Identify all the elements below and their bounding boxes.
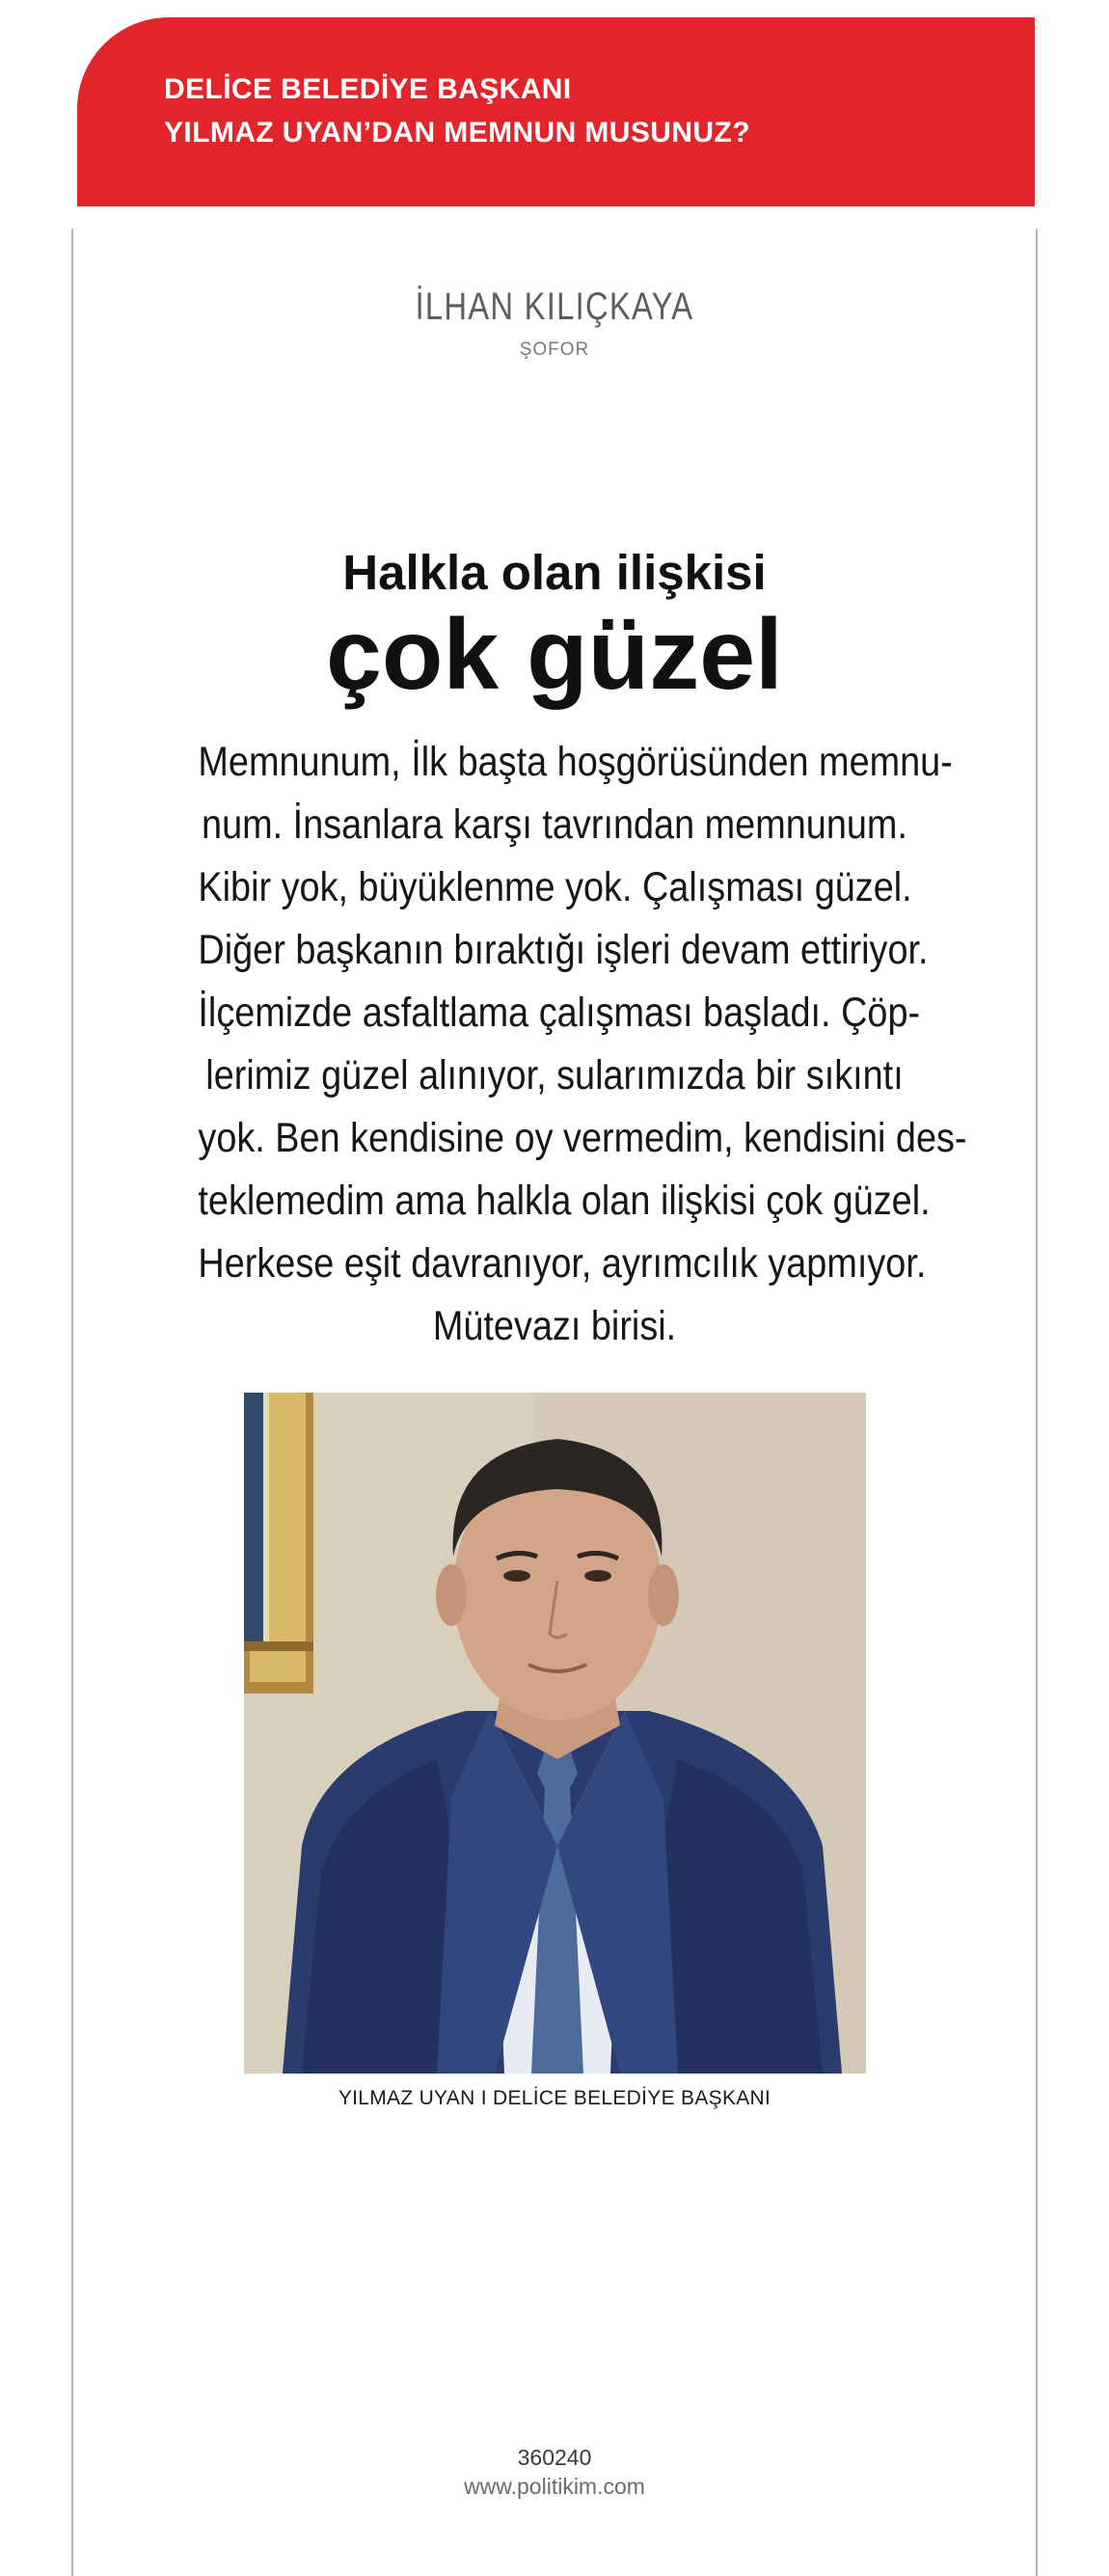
body-line: İlçemizde asfaltlama çalışması başladı. Çöp- [198,990,921,1036]
header-banner [77,17,1035,206]
photo-caption: YILMAZ UYAN I DELİCE BELEDİYE BAŞKANI [338,2087,771,2109]
banner-title-line-1: DELİCE BELEDİYE BAŞKANI [164,73,572,105]
mayor-portrait-photo [244,1393,866,2074]
website-link[interactable]: www.politikim.com [464,2474,645,2499]
interviewee-role: ŞOFOR [519,339,590,360]
body-line: Memnunum, İlk başta hoşgörüsünden memnu- [198,739,953,785]
body-line: num. İnsanlara karşı tavrından memnunum. [202,801,907,848]
body-line: Kibir yok, büyüklenme yok. Çalışması güzel. [198,864,912,910]
headline-line-1: Halkla olan ilişkisi [342,545,767,600]
body-line: Diğer başkanın bıraktığı işleri devam ettiriyor. [198,927,929,973]
body-line: teklemedim ama halkla olan ilişkisi çok güzel. [198,1178,931,1224]
body-line: lerimiz güzel alınıyor, sularımızda bir sıkıntı [205,1052,904,1098]
body-line: yok. Ben kendisine oy vermedim, kendisini des- [198,1115,967,1161]
article-body [149,731,967,1358]
headline-line-2: çok güzel [326,599,783,711]
banner-title-line-2: YILMAZ UYAN’DAN MEMNUN MUSUNUZ? [164,117,750,149]
interviewee-name: İLHAN KILIÇKAYA [415,285,694,328]
issue-number: 360240 [517,2445,592,2470]
body-line: Mütevazı birisi. [432,1303,677,1349]
body-line: Herkese eşit davranıyor, ayrımcılık yapmıyor. [198,1240,927,1287]
